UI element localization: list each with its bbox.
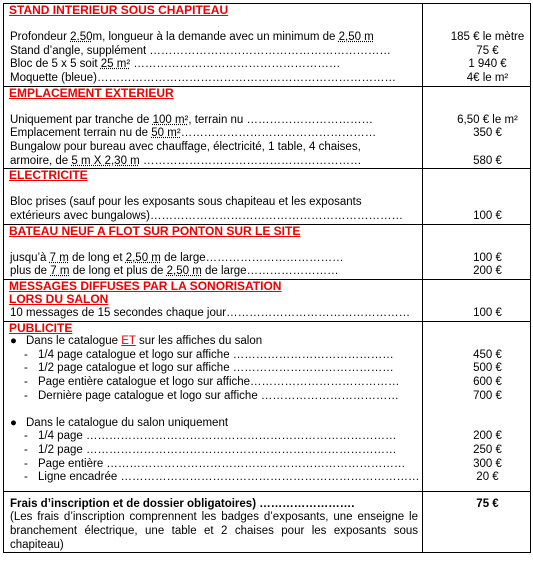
- text: de large………………………………: [160, 251, 344, 264]
- text: …………………………………………………: [139, 154, 362, 167]
- text: Ligne encadrée ……………………………………………………………………: [38, 471, 420, 484]
- section-bateau: [4, 224, 531, 279]
- stand-line-angle: Stand d’angle, supplément ………………………………………………………: [10, 44, 391, 57]
- text: Dans le catalogue: [26, 335, 122, 348]
- dimension: 5 m X 2,30 m: [71, 154, 140, 167]
- price: 600 €: [473, 376, 502, 389]
- section-heading-exterieur: EMPLACEMENT EXTERIEUR: [9, 85, 174, 100]
- section-heading-publicite: PUBLICITE: [9, 320, 73, 335]
- frais-title: Frais d’inscription et de dossier obligatoires) …………………….: [10, 497, 355, 510]
- price: 100 €: [473, 251, 502, 264]
- text: Page entière catalogue et logo sur affiche…………………………………: [38, 376, 400, 389]
- pub-item: [10, 471, 422, 485]
- text: de long et plus de: [69, 265, 167, 278]
- text: ……………………………………………: [180, 127, 377, 140]
- text: Bloc de 5 x 5 soit: [10, 58, 101, 71]
- text: Dans le catalogue du salon uniquement: [26, 416, 229, 429]
- pub-bullet-catalogue-uniquement: [10, 417, 422, 431]
- section-publicite: [4, 321, 531, 491]
- section-heading-bateau: BATEAU NEUF A FLOT SUR PONTON SUR LE SITE: [9, 223, 301, 238]
- price: 200 €: [473, 265, 502, 278]
- price: 200 €: [473, 430, 502, 443]
- dimension: 7 m: [50, 265, 70, 278]
- pub-item: [10, 376, 422, 390]
- text: de large……………………: [201, 265, 339, 278]
- dimension: 7 m: [49, 251, 69, 264]
- price: 4€ le m²: [466, 71, 509, 84]
- elec-line-1: Bloc prises (sauf pour les exposants sous chapiteau et les exposants: [10, 196, 362, 209]
- dash-icon: -: [24, 348, 28, 361]
- text: 1/4 page ………………………………………………………………………: [38, 430, 397, 443]
- section-exterieur: [4, 86, 531, 169]
- dash-icon: -: [24, 471, 28, 484]
- pub-item: [10, 458, 422, 472]
- pub-item: [10, 430, 422, 444]
- section-subheading-messages: LORS DU SALON: [9, 292, 109, 307]
- pub-bullet-catalogue-affiches: [10, 335, 422, 349]
- ext-line-armoire: [10, 155, 422, 169]
- text: ………………………………………………: [130, 58, 341, 71]
- price: 300 €: [473, 457, 502, 470]
- dimension: 2,50 m: [338, 31, 374, 44]
- price-table: [3, 3, 531, 553]
- dimension: 100 m²: [152, 113, 189, 126]
- text: 1/2 page catalogue et logo sur affiche ……………………………………: [38, 362, 394, 375]
- text: Page entière ……………………………………………………………………: [38, 457, 406, 470]
- price: 6,50 € le m²: [457, 113, 518, 126]
- text: armoire, de: [10, 154, 72, 167]
- pub-item: [10, 444, 422, 458]
- text: de long et: [68, 251, 126, 264]
- stand-line-bloc: [10, 58, 422, 72]
- frais-prices: [423, 491, 531, 552]
- price: 20 €: [476, 471, 499, 484]
- price: 1 940 €: [468, 58, 507, 71]
- price: 75 €: [476, 44, 499, 57]
- dash-icon: -: [24, 457, 28, 470]
- stand-description: [4, 4, 423, 87]
- section-stand: [4, 4, 531, 87]
- bateau-description: [4, 224, 423, 279]
- messages-line-1: 10 messages de 15 secondes chaque jour…………………………………………: [10, 307, 411, 320]
- ext-line-tranche: [10, 114, 422, 128]
- price: 500 €: [473, 362, 502, 375]
- text: 1/4 page catalogue et logo sur affiche ……………………………………: [38, 348, 394, 361]
- bateau-line-1: [10, 252, 422, 266]
- text: jusqu’à: [10, 251, 50, 264]
- publicite-description: [4, 321, 423, 491]
- text-emphasis: ET: [121, 335, 136, 348]
- exterieur-prices: [423, 86, 531, 169]
- section-heading-stand: STAND INTERIEUR SOUS CHAPITEAU: [9, 3, 229, 17]
- price: 250 €: [473, 444, 502, 456]
- elec-line-2: extérieurs avec bungalows)…………………………………………………………: [10, 209, 403, 222]
- text: 1/2 page ………………………………………………………………………: [38, 444, 397, 456]
- dimension: 2.50: [70, 31, 93, 44]
- ext-line-bungalow: Bungalow pour bureau avec chauffage, électricité, 1 table, 4 chaises,: [10, 140, 361, 153]
- bullet-icon: ●: [10, 335, 17, 348]
- bateau-line-2: [10, 265, 422, 279]
- dash-icon: -: [24, 376, 28, 389]
- dash-icon: -: [24, 444, 28, 456]
- dimension: 2,50 m: [166, 265, 202, 278]
- text: Profondeur: [10, 31, 71, 44]
- bullet-icon: ●: [10, 416, 17, 429]
- price: 580 €: [473, 154, 502, 167]
- stand-line-moquette: Moquette (bleue)……………………………………………………………………: [10, 71, 396, 84]
- section-frais: [4, 491, 531, 552]
- section-heading-messages: MESSAGES DIFFUSES PAR LA SONORISATION: [9, 278, 282, 293]
- price: 700 €: [473, 389, 502, 402]
- dimension: 25 m²: [100, 58, 131, 71]
- frais-note: (Les frais d’inscription comprennent les badges d’exposants, une enseigne le branchement électrique, une table et 2 chaises pour les exposants sous chapiteau): [10, 511, 418, 551]
- pub-item: [10, 349, 422, 363]
- price: 450 €: [473, 348, 502, 361]
- dash-icon: -: [24, 430, 28, 443]
- dash-icon: -: [24, 362, 28, 375]
- pub-item: [10, 390, 422, 404]
- text: sur les affiches du salon: [135, 335, 263, 348]
- text: Uniquement par tranche de: [10, 113, 153, 126]
- price: 100 €: [473, 307, 502, 320]
- frais-description: [4, 491, 423, 552]
- dash-icon: -: [24, 389, 28, 402]
- text: m, longueur à la demande avec un minimum de: [92, 31, 339, 44]
- price: 350 €: [473, 127, 502, 140]
- price: 185 € le mètre: [450, 31, 525, 44]
- price: 75 €: [476, 497, 499, 510]
- ext-line-terrain: [10, 127, 422, 141]
- dimension: 50 m²: [151, 127, 181, 140]
- text: plus de: [10, 265, 51, 278]
- text: Emplacement terrain nu de: [10, 127, 152, 140]
- section-electricite: [4, 169, 531, 224]
- section-heading-electricite: ELECTRICITE: [9, 168, 88, 183]
- electricite-description: [4, 169, 423, 224]
- dimension: 2,50 m: [125, 251, 161, 264]
- section-messages: [4, 279, 531, 321]
- messages-description: [4, 279, 423, 321]
- stand-prices: [423, 4, 531, 87]
- messages-prices: [423, 279, 531, 321]
- electricite-prices: [423, 169, 531, 224]
- pub-item: [10, 362, 422, 376]
- exterieur-description: [4, 86, 423, 169]
- bateau-prices: [423, 224, 531, 279]
- publicite-prices: [423, 321, 531, 491]
- text: Dernière page catalogue et logo sur affiche ………………………………: [38, 389, 399, 402]
- text: , terrain nu ……………………………: [188, 113, 374, 126]
- stand-line-dimensions: [10, 31, 422, 45]
- price: 100 €: [473, 209, 502, 222]
